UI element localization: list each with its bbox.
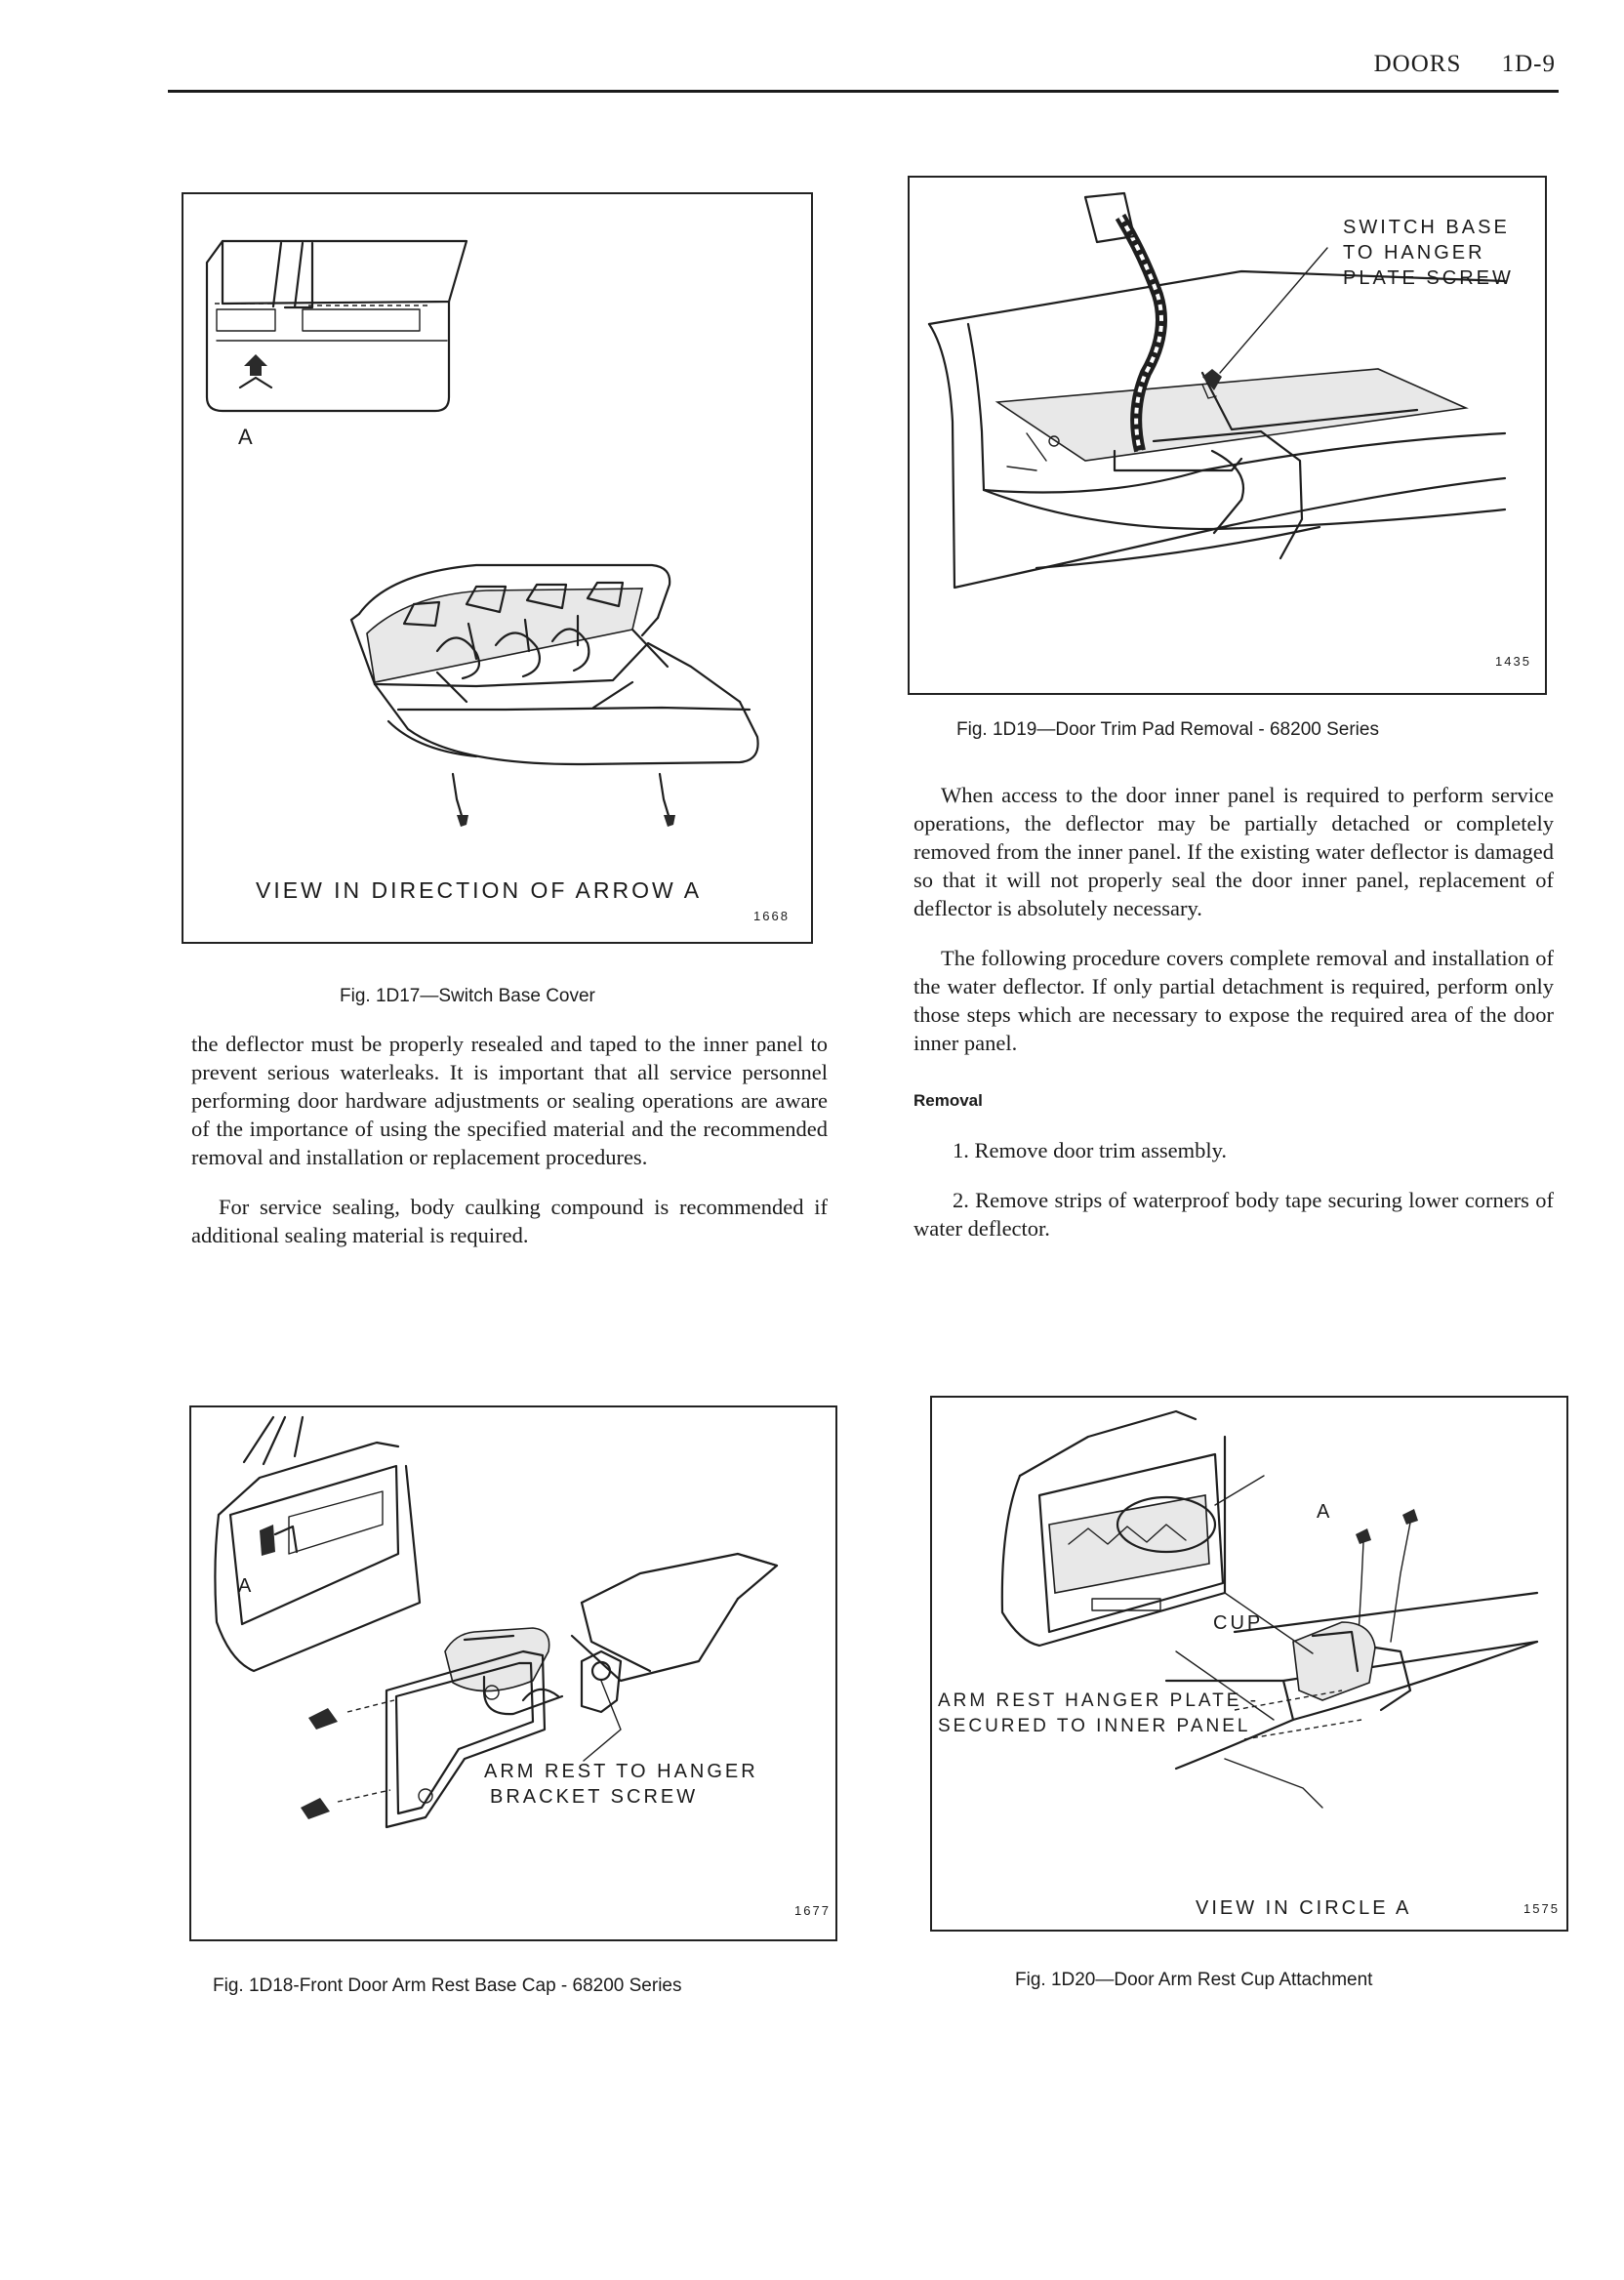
fig19-callout-1: SWITCH BASE (1343, 217, 1510, 238)
fig18-callout-1: ARM REST TO HANGER (484, 1761, 758, 1782)
removal-step-2: 2. Remove strips of waterproof body tape securing lower corners of water deflector. (914, 1188, 1554, 1241)
fig20-cup-label: CUP (1213, 1612, 1264, 1634)
fig18-arrow-a-label: A (238, 1575, 255, 1597)
fig18-caption: Fig. 1D18-Front Door Arm Rest Base Cap - 68200 Series (213, 1975, 682, 1996)
fig17-view-label: VIEW IN DIRECTION OF ARROW A (256, 877, 703, 903)
removal-heading: Removal (914, 1091, 983, 1110)
figure-1d17 (182, 192, 813, 944)
fig20-view-label: VIEW IN CIRCLE A (1196, 1897, 1412, 1919)
fig20-caption: Fig. 1D20—Door Arm Rest Cup Attachment (1015, 1970, 1373, 1990)
page-header (1374, 51, 1556, 78)
fig19-callout-3: PLATE SCREW (1343, 267, 1514, 289)
figure-1d19 (908, 176, 1547, 695)
switch-base-cover-illustration (183, 194, 811, 942)
fig19-number: 1435 (1495, 654, 1531, 669)
fig20-number: 1575 (1523, 1901, 1560, 1916)
removal-step-1: 1. Remove door trim assembly. (953, 1138, 1227, 1162)
right-paragraph-2: The following procedure covers complete removal and installation of the water deflector. If only partial detachment is required, perform only those steps which are necessary to expose the required area of the door inner panel. (914, 946, 1554, 1055)
header-rule (168, 90, 1559, 93)
fig20-circle-a-label: A (1317, 1501, 1333, 1523)
fig17-caption: Fig. 1D17—Switch Base Cover (340, 986, 595, 1006)
fig18-callout-2: BRACKET SCREW (490, 1786, 699, 1808)
section-title: DOORS (1373, 51, 1462, 77)
left-column-text (191, 1030, 828, 1249)
right-column-text (914, 781, 1554, 1242)
figure-1d20 (930, 1396, 1568, 1932)
left-paragraph-2: For service sealing, body caulking compound is recommended if additional sealing material is required. (191, 1195, 828, 1247)
fig17-arrow-a-label: A (238, 425, 256, 449)
fig20-callout-2: SECURED TO INNER PANEL (938, 1716, 1251, 1736)
right-paragraph-1: When access to the door inner panel is required to perform service operations, the deflector may be partially detached or completely removed from the inner panel. If the existing water deflector is damaged so that it will not properly seal the door inner panel, replacement of deflector is absolutely necessary. (914, 783, 1554, 920)
fig20-callout-1: ARM REST HANGER PLATE - (938, 1690, 1260, 1711)
arm-rest-base-cap-illustration (191, 1407, 835, 1939)
fig19-callout-2: TO HANGER (1343, 242, 1485, 264)
fig19-caption: Fig. 1D19—Door Trim Pad Removal - 68200 Series (956, 719, 1379, 740)
figure-1d18 (189, 1405, 837, 1941)
fig18-number: 1677 (794, 1903, 831, 1918)
left-paragraph-1: the deflector must be properly resealed and taped to the inner panel to prevent serious waterleaks. It is important that all service personnel performing door hardware adjustments or sealing operations are aware of the importance of using the specified material and the recommended removal and installation or replacement procedures. (191, 1032, 828, 1169)
page-number: 1D-9 (1501, 51, 1556, 77)
arm-rest-cup-illustration (932, 1398, 1566, 1930)
fig17-number: 1668 (753, 909, 790, 923)
